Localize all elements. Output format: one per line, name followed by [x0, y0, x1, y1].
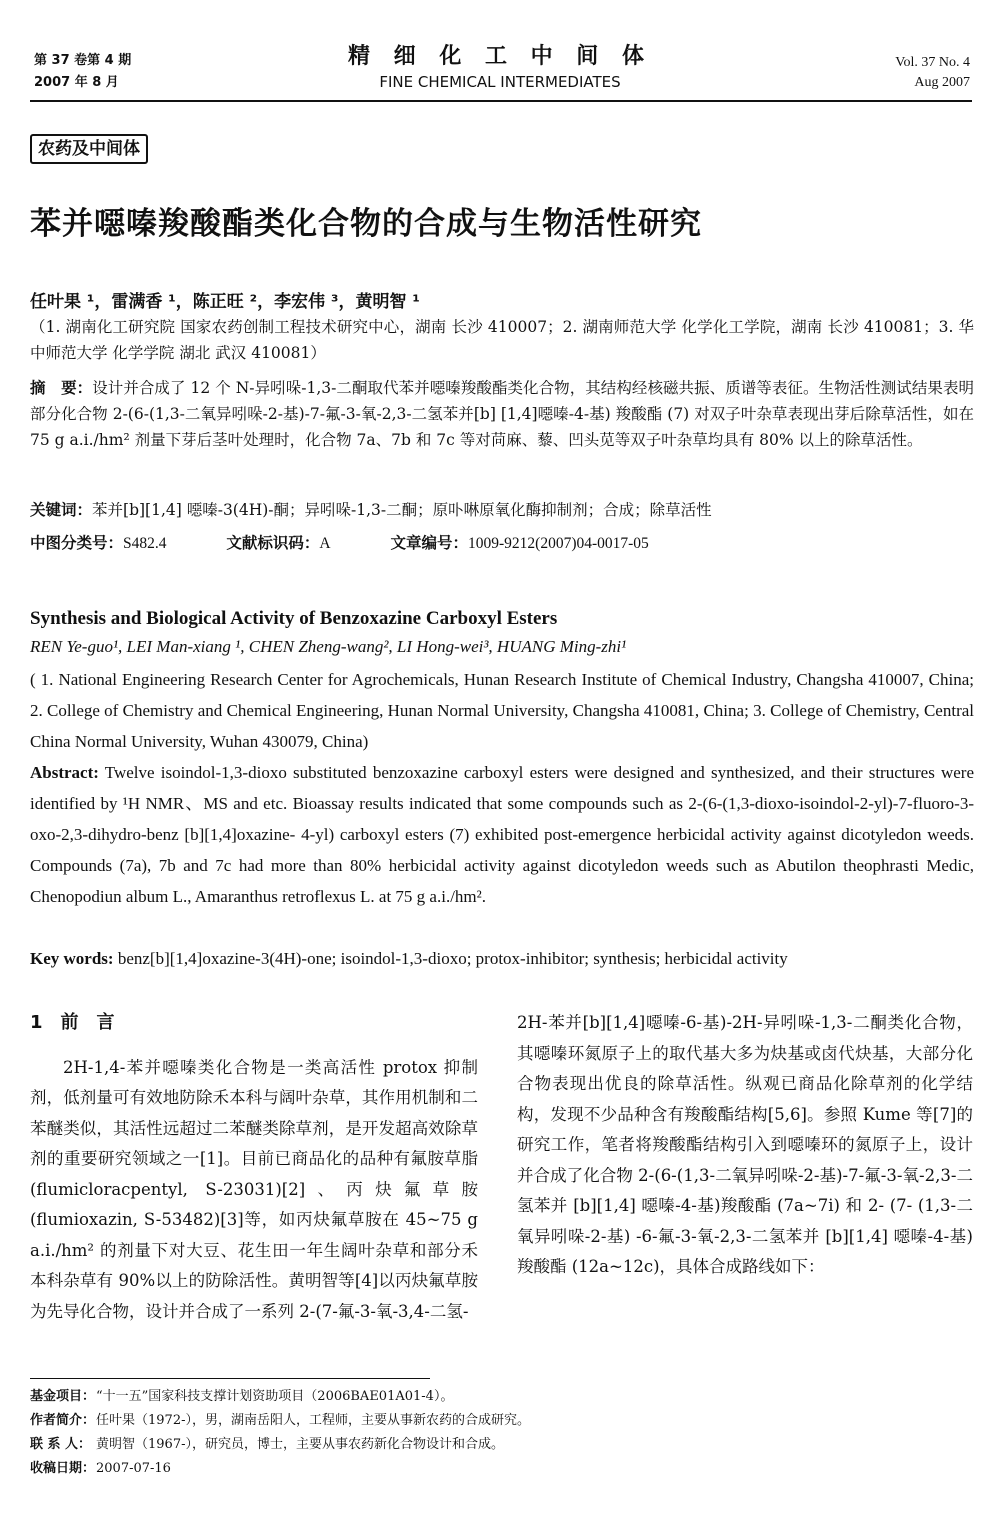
issue-volume: 第 37 卷第 4 期 — [34, 53, 132, 68]
paper-title-cn: 苯并噁嗪羧酸酯类化合物的合成与生物活性研究 — [30, 206, 702, 242]
abstract-cn-text: 设计并合成了 12 个 N-异吲哚-1,3-二酮取代苯并噁嗪羧酸酯类化合物，其结构经核磁共振、质谱等表征。生物活性测试结果表明部分化合物 2-(6-(1,3-二氧异吲哚-2-基)-7-氟-3-氧-2,3-二氢苯并[b] [1,4]噁嗪-4-基) 羧酸酯 (7) 对双子叶杂草表现出芽后除草活性，如在 75 g a.i./hm² 剂量下芽后茎叶处理时，化合物 7a、7b 和 7c 等对苘麻、藜、凹头苋等双子叶杂草均具有 80% 以上的除草活性。 — [30, 379, 974, 449]
doc-code-value: A — [319, 535, 331, 552]
doc-code-label: 文献标识码： — [226, 534, 320, 552]
header-rule — [30, 100, 972, 102]
abstract-en-text: Twelve isoindol-1,3-dioxo substituted benzoxazine carboxyl esters were designed and synthesized, and their structures were identified by ¹H NMR、MS and etc. Bioassay results indicated that some compounds such as 2-(6-(1,3-dioxo-isoindol-2-yl)-7-fluoro-3-oxo-2,3-dihydro-benz [b][1,4]oxazine- 4-yl) carboxyl esters (7) exhibited post-emergence herbicidal activity against dicotyledon weeds. Compounds (7a), 7b and 7c had more than 80% herbicidal activity against dicotyledon weeds such as Abutilon theophrasti Medic, Chenopodiun album L., Amaranthus retroflexus L. at 75 g a.i./hm². — [30, 763, 974, 906]
footnote-received-date — [30, 1457, 530, 1481]
affiliations-cn: （1. 湖南化工研究院 国家农药创制工程技术研究中心，湖南 长沙 410007；2. 湖南师范大学 化学化工学院，湖南 长沙 410081；3. 华中师范大学 化学学院 湖北 武汉 410081） — [30, 318, 974, 362]
footnote-text: 2007-07-16 — [96, 1461, 171, 1476]
keywords-en-label: Key words: — [30, 949, 114, 968]
intro-paragraph-right: 2H-苯并[b][1,4]噁嗪-6-基)-2H-异吲哚-1,3-二酮类化合物，其噁嗪环氮原子上的取代基大多为炔基或卤代炔基，大部分化合物表现出优良的除草活性。纵观已商品化除草剂的化学结构，发现不少品种含有羧酸酯结构[5,6]。参照 Kume 等[7]的研究工作，笔者将羧酸酯结构引入到噁嗪环的氮原子上，设计并合成了化合物 2-(6-(1,3-二氧异吲哚-2-基)-7-氟-3-氧-2,3-二氢苯并 [b][1,4] 噁嗪-4-基)羧酸酯 (7a~7i) 和 2- (7- (1,3-二氧异吲哚-2-基) -6-氟-3-氧-2,3-二氢苯并 [b][1,4] 噁嗪-4-基) 羧酸酯 (12a~12c)，具体合成路线如下： — [517, 1013, 973, 1276]
volume-info — [895, 53, 970, 93]
article-number-value: 1009-9212(2007)04-0017-05 — [468, 535, 649, 552]
abstract-cn-label: 摘 要： — [30, 379, 93, 397]
column-tag: 农药及中间体 — [30, 134, 148, 164]
abstract-en — [30, 757, 974, 912]
footnote-text: “十一五”国家科技支撑计划资助项目（2006BAE01A01-4）。 — [96, 1389, 454, 1404]
footnote-contact — [30, 1433, 530, 1457]
abstract-cn — [30, 375, 974, 453]
journal-name-cn: 精 细 化 工 中 间 体 — [348, 44, 652, 69]
body-column-left — [30, 1008, 478, 1327]
clc-label: 中图分类号： — [30, 534, 124, 552]
keywords-cn — [30, 497, 974, 523]
authors-cn: 任叶果 ¹，雷满香 ¹，陈正旺 ²，李宏伟 ³，黄明智 ¹ — [30, 292, 420, 312]
footnote-text: 任叶果（1972-），男，湖南岳阳人，工程师，主要从事新农药的合成研究。 — [96, 1413, 530, 1428]
volume-date: Aug 2007 — [914, 75, 970, 90]
journal-name — [300, 42, 700, 92]
footnote-label: 收稿日期： — [30, 1461, 96, 1476]
abstract-en-label: Abstract: — [30, 763, 99, 782]
keywords-cn-label: 关键词： — [30, 501, 93, 519]
footnote-text: 黄明智（1967-），研究员，博士，主要从事农药新化合物设计和合成。 — [96, 1437, 504, 1452]
footnote-rule — [30, 1378, 430, 1379]
affiliations-en: ( 1. National Engineering Research Center for Agrochemicals, Hunan Research Institute of Chemical Industry, Changsha 410007, China; 2. College of Chemistry and Chemical Engineering, Hunan Normal University, Changsha 410081, China; 3. College of Chemistry, Central China Normal University, Wuhan 430079, China) — [30, 670, 974, 751]
volume-number: Vol. 37 No. 4 — [895, 55, 970, 70]
clc-value: S482.4 — [123, 535, 167, 552]
keywords-en-text: benz[b][1,4]oxazine-3(4H)-one; isoindol-1,3-dioxo; protox-inhibitor; synthesis; herbicidal activity — [113, 949, 788, 968]
section-heading-introduction: 1 前 言 — [30, 1012, 115, 1033]
journal-name-en: FINE CHEMICAL INTERMEDIATES — [379, 73, 621, 91]
issue-info — [34, 50, 131, 94]
footnote-label: 联 系 人： — [30, 1437, 92, 1452]
intro-paragraph-left: 2H-1,4-苯并噁嗪类化合物是一类高活性 protox 抑制剂，低剂量可有效地防除禾本科与阔叶杂草，其作用机制和二苯醚类似，其活性远超过二苯醚类除草剂，是开发超高效除草剂的重要研究领域之一[1]。目前已商品化的品种有氟胺草脂 (flumicloracpentyl, S-23031)[2]、丙炔氟草胺 (flumioxazin, S-53482)[3]等，如丙炔氟草胺在 45~75 g a.i./hm² 的剂量下对大豆、花生田一年生阔叶杂草和部分禾本科杂草有 90%以上的防除活性。黄明智等[4]以丙炔氟草胺为先导化合物，设计并合成了一系列 2-(7-氟-3-氧-3,4-二氢- — [30, 1057, 478, 1321]
footnote-funding — [30, 1385, 530, 1409]
footnotes — [30, 1385, 530, 1481]
keywords-cn-text: 苯并[b][1,4] 噁嗪-3(4H)-酮；异吲哚-1,3-二酮；原卟啉原氧化酶抑制剂；合成；除草活性 — [92, 501, 712, 519]
footnote-label: 基金项目： — [30, 1389, 96, 1404]
classification-line — [30, 530, 974, 557]
authors-en: REN Ye-guo¹, LEI Man-xiang ¹, CHEN Zheng-wang², LI Hong-wei³, HUANG Ming-zhi¹ — [30, 637, 627, 656]
keywords-en — [30, 943, 974, 974]
article-number-label: 文章编号： — [390, 534, 468, 552]
body-column-right — [517, 1008, 973, 1283]
footnote-label: 作者简介： — [30, 1413, 96, 1428]
paper-title-en: Synthesis and Biological Activity of Benzoxazine Carboxyl Esters — [30, 608, 558, 629]
issue-date: 2007 年 8 月 — [34, 75, 119, 90]
footnote-author-bio — [30, 1409, 530, 1433]
